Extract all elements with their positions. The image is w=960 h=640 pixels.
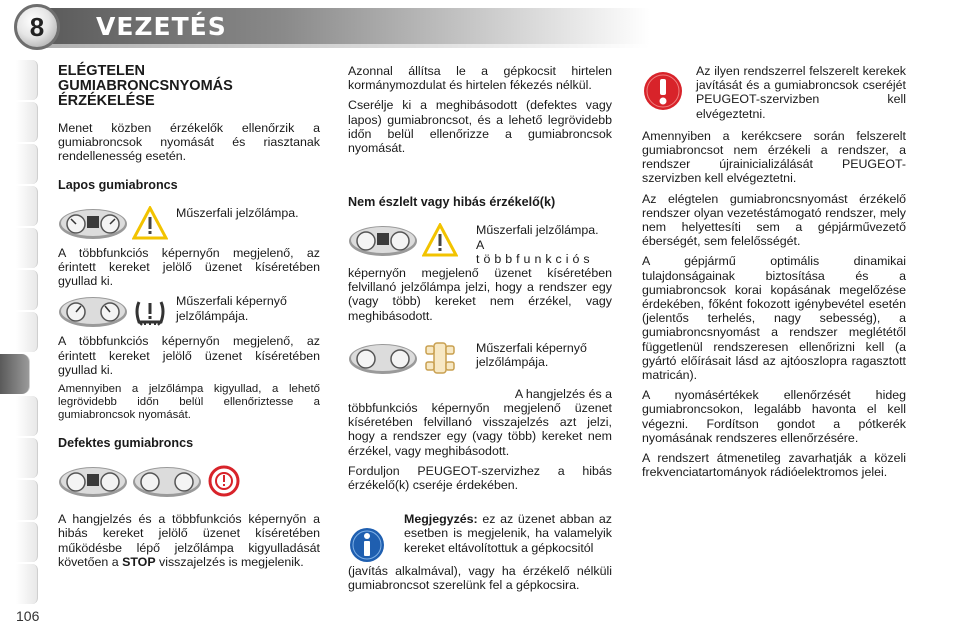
flat-lamp-label: Műszerfali jelzőlámpa. <box>176 205 299 220</box>
chapter-side-tabs <box>0 60 46 606</box>
chapter-tab-3[interactable] <box>16 144 38 184</box>
instrument-panel-icon <box>132 464 202 498</box>
column-right <box>642 64 906 485</box>
instrument-panel-icon <box>58 206 128 240</box>
chapter-tab-8-active[interactable] <box>0 354 30 394</box>
stop-vehicle-text: Azonnal állítsa le a gépkocsit hirtelen kormánymozdulat és hirtelen fékezés nélkül. <box>348 64 612 93</box>
tyre-sensor-icon <box>422 341 458 375</box>
instrument-panel-icon <box>58 294 128 328</box>
sensor-service-text: Forduljon PEUGEOT-szervizhez a hibás érzékelő(k) cseréje érdekében. <box>348 463 612 493</box>
exclamation-warning-icon <box>642 70 684 112</box>
sensor-display-text: többfunkciós képernyőn megjelenő üzenet kíséretében felvillanó visszajelzés azt jelzi, hogy a rendszer egy (vagy több) kereket nem érzékel, vagy meghibásodott. <box>348 401 612 458</box>
defect-text: A hangjelzés és a többfunkciós képernyőn a hibás kereket jelölő üzenet kíséretében működésbe lépő jelzőlámpa kigyulladását követően a STOP visszajelzés is megjelenik. <box>58 512 320 569</box>
sensor-fault-heading: Nem észlelt vagy hibás érzékelő(k) <box>348 195 556 210</box>
chapter-tab-2[interactable] <box>16 102 38 142</box>
chapter-tab-11[interactable] <box>16 480 38 520</box>
chapter-tab-10[interactable] <box>16 438 38 478</box>
flat-display-text: A többfunkciós képernyőn megjelenő, az érintett kereket jelölő üzenet kíséretében gyullad ki. <box>58 334 320 377</box>
page-header <box>0 0 960 52</box>
chapter-number-badge: 8 <box>14 4 60 50</box>
chapter-tab-9[interactable] <box>16 396 38 436</box>
sensor-display-row <box>348 341 612 375</box>
flat-tyre-display-row <box>58 294 320 328</box>
instrument-panel-icon <box>348 341 418 375</box>
sensor-display-label: Műszerfali képernyő jelzőlámpája. <box>476 340 587 370</box>
warning-triangle-icon <box>132 206 168 240</box>
chapter-tab-13[interactable] <box>16 564 38 604</box>
assist-text: Az elégtelen gumiabroncsnyomást érzékelő rendszer olyan vezetéstámogató rendszer, mely nem helyettesíti sem a gépjárművezető éberségét, sem felelősségét. <box>642 191 906 249</box>
page-number: 106 <box>16 608 40 624</box>
flat-tyre-lamp-row <box>58 206 320 240</box>
flat-tyre-heading: Lapos gumiabroncs <box>58 177 178 192</box>
stop-warning-icon <box>206 464 242 498</box>
flat-display-label: Műszerfali képernyő jelzőlámpája. <box>176 294 287 323</box>
warning-triangle-icon <box>422 223 458 257</box>
chapter-tab-1[interactable] <box>16 60 38 100</box>
sensor-lamp-label: Műszerfali jelzőlámpa. <box>476 223 599 238</box>
defect-tyre-heading: Defektes gumiabroncs <box>58 436 194 451</box>
defect-icons-row <box>58 464 320 498</box>
chapter-tab-5[interactable] <box>16 228 38 268</box>
tyre-pressure-warning-icon <box>132 294 168 328</box>
chapter-title: VEZETÉS <box>96 12 227 41</box>
flat-note-text: Amennyiben a jelzőlámpa kigyullad, a lehető legrövidebb időn belül ellenőriztesse a gumiabroncsok nyomását. <box>58 383 320 422</box>
check-pressure-text: A nyomásértékek ellenőrzését hideg gumiabroncsokon, legalább havonta el kell végezni. Fordítson gondot a pótkerék nyomásának rendszeres ellenőrzésére. <box>642 388 906 445</box>
column-left <box>58 64 320 575</box>
section-title: ELÉGTELEN GUMIABRONCSNYOMÁS ÉRZÉKELÉSE <box>58 63 233 109</box>
note-text1: Megjegyzés: ez az üzenet abban az esetben is megjelenik, ha valamelyik kereket eltávolítottuk a gépkocsitól <box>404 512 612 555</box>
note-text2: (javítás alkalmával), vagy ha érzékelő nélküli gumiabroncsot szerelünk fel a gépkocsira. <box>348 564 612 593</box>
intro-text: Menet közben érzékelők ellenőrzik a gumiabroncsok nyomását és riasztanak rendellenesség esetén. <box>58 121 320 164</box>
interference-text: A rendszert átmenetileg zavarhatják a közeli frekvenciatartományok rádióelektromos jelei. <box>642 451 906 480</box>
sensor-text1-lead: A többfunkciós <box>476 237 594 266</box>
note-row <box>348 512 612 564</box>
column-middle <box>348 64 612 599</box>
warning-row <box>642 64 906 127</box>
flat-lamp-text: A többfunkciós képernyőn megjelenő, az érintett kereket jelölő üzenet kíséretében gyullad ki. <box>58 245 320 289</box>
sensor-lamp-row <box>348 223 612 266</box>
replace-tyre-text: Cserélje ki a meghibásodott (defektes vagy lapos) gumiabroncsot, és a lehető legrövidebb időn belül ellenőrizze a gumiabroncsok nyomását. <box>348 98 612 156</box>
instrument-panel-icon <box>348 223 418 257</box>
chapter-tab-12[interactable] <box>16 522 38 562</box>
sensor-text2-lead: A hangjelzés és a <box>514 386 612 401</box>
info-icon <box>348 526 386 564</box>
instrument-panel-icon <box>58 464 128 498</box>
reinit-text: Amennyiben a kerékcsere során felszerelt gumiabroncsot nem érzékeli a rendszer, a rendszer újrainicializálását PEUGEOT-szervizben kell elvégeztetni. <box>642 128 906 186</box>
dynamics-text: A gépjármű optimális dinamikai tulajdonságainak biztosítása és a gumiabroncsok korai kopásának megelőzése érdekében, főként fokozott igénybevétel esetén (jelentős terhelés, nagy sebesség), a gumiabroncsnyomást a rendszer meglététől függetlenül rendszeresen ellenőrizni kell (a gyártó előírásait lásd az ajtóoszlopra ragasztott matricán). <box>642 254 906 383</box>
note-label: Megjegyzés: <box>404 512 478 527</box>
chapter-tab-7[interactable] <box>16 312 38 352</box>
chapter-tab-4[interactable] <box>16 186 38 226</box>
warning-text: Az ilyen rendszerrel felszerelt kerekek javítását és a gumiabroncsok cseréjét PEUGEOT-szervizben kell elvégeztetni. <box>696 64 906 121</box>
chapter-tab-6[interactable] <box>16 270 38 310</box>
stop-word: STOP <box>122 554 156 569</box>
sensor-lamp-text: képernyőn megjelenő üzenet kíséretében felvillanó jelzőlámpa jelzi, hogy a rendszer egy (vagy több) kereket nem érzékel, vagy meghibásodott. <box>348 266 612 323</box>
